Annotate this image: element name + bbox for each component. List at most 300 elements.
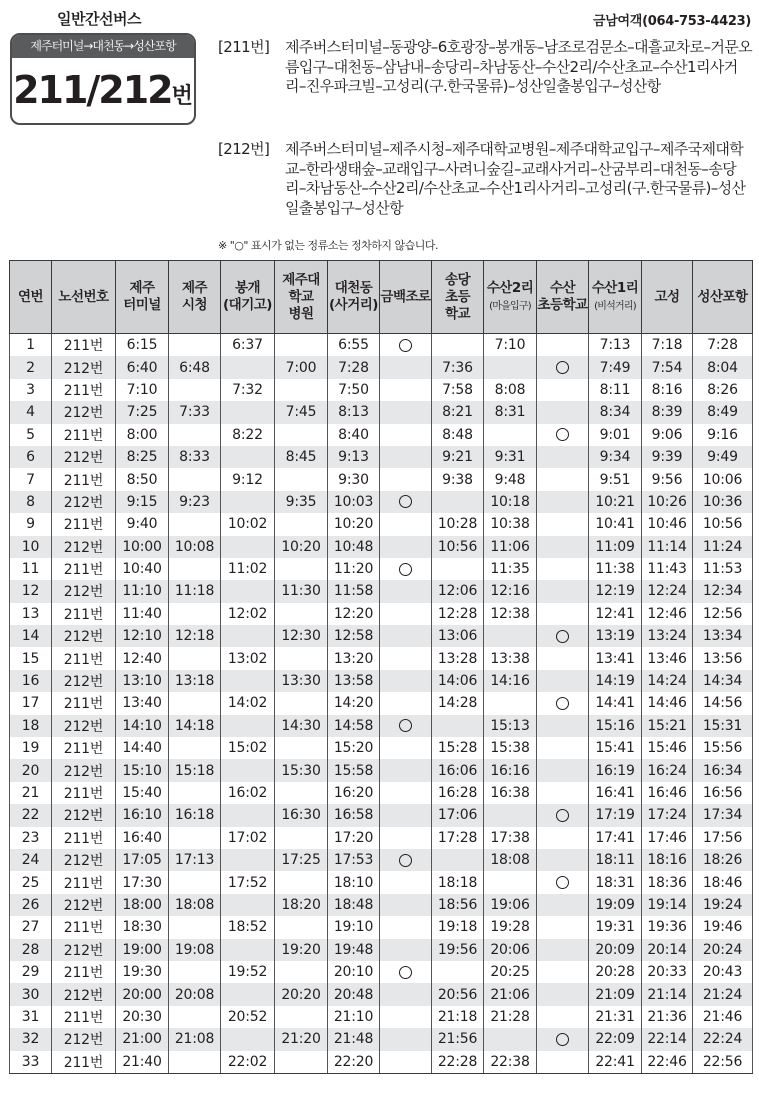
table-cell: 7:32	[221, 379, 275, 401]
table-cell: 211번	[52, 468, 116, 490]
table-cell: 10:48	[328, 536, 380, 558]
table-cell	[275, 424, 328, 446]
table-cell: 6:48	[169, 356, 221, 378]
table-cell: 19:06	[484, 894, 537, 916]
table-cell	[537, 580, 589, 602]
table-cell: 6:40	[116, 356, 169, 378]
column-header: 수산2리 (마을입구)	[484, 261, 537, 334]
table-cell: 7:33	[169, 401, 221, 423]
table-cell	[537, 536, 589, 558]
route-212-stops: 제주버스터미널–제주시청–제주대학교병원–제주대학교입구–제주국제대학교–한라생태숲–교래입구–사려니숲길–교래사거리–산굼부리–대천동–송당리–차남동산–수산2리/수산초교–수산1리사거리–고성리(구.한국물류)–성산일출봉입구–성산항	[285, 140, 746, 217]
table-row	[10, 580, 753, 602]
table-cell: 30	[10, 983, 52, 1005]
table-cell: 8:48	[432, 424, 484, 446]
stop-marker	[380, 849, 432, 871]
table-cell: 16:38	[484, 782, 537, 804]
route-211-description	[218, 38, 754, 97]
table-row	[10, 647, 753, 669]
table-cell	[275, 379, 328, 401]
table-cell: 18:18	[432, 871, 484, 893]
table-cell: 22:46	[642, 1051, 693, 1074]
table-cell: 21:18	[432, 1006, 484, 1028]
table-cell: 19:56	[432, 939, 484, 961]
table-cell: 18:31	[589, 871, 642, 893]
table-cell: 9:31	[484, 446, 537, 468]
table-cell: 212번	[52, 536, 116, 558]
table-cell: 16:16	[484, 759, 537, 781]
circle-icon	[556, 697, 569, 710]
table-cell	[169, 379, 221, 401]
table-cell	[221, 804, 275, 826]
table-cell: 21:48	[328, 1028, 380, 1050]
table-cell: 19	[10, 737, 52, 759]
stop-marker	[380, 558, 432, 580]
table-cell: 18:20	[275, 894, 328, 916]
stop-marker	[537, 804, 589, 826]
table-cell: 13:56	[693, 647, 753, 669]
timetable	[9, 260, 753, 1074]
table-cell: 22:38	[484, 1051, 537, 1074]
table-cell: 17:25	[275, 849, 328, 871]
table-cell: 19:08	[169, 939, 221, 961]
table-cell: 11:38	[589, 558, 642, 580]
table-cell: 8:33	[169, 446, 221, 468]
table-cell: 9:39	[642, 446, 693, 468]
table-row	[10, 759, 753, 781]
table-cell: 9:38	[432, 468, 484, 490]
table-cell: 14:41	[589, 692, 642, 714]
table-cell	[537, 446, 589, 468]
table-cell: 15:10	[116, 759, 169, 781]
table-cell: 12:41	[589, 603, 642, 625]
table-cell: 212번	[52, 356, 116, 378]
table-cell: 11	[10, 558, 52, 580]
table-cell: 10:20	[328, 513, 380, 535]
table-cell: 19:30	[116, 961, 169, 983]
table-cell	[221, 670, 275, 692]
table-cell	[484, 625, 537, 647]
table-cell: 212번	[52, 625, 116, 647]
table-cell: 21:14	[642, 983, 693, 1005]
table-cell: 7:28	[693, 334, 753, 357]
table-cell: 17:38	[484, 827, 537, 849]
table-cell: 211번	[52, 827, 116, 849]
table-cell: 21:10	[328, 1006, 380, 1028]
table-cell	[169, 513, 221, 535]
table-cell: 21:06	[484, 983, 537, 1005]
table-cell	[380, 446, 432, 468]
circle-icon	[399, 563, 412, 576]
table-cell	[275, 647, 328, 669]
table-cell: 14	[10, 625, 52, 647]
table-cell: 10:02	[221, 513, 275, 535]
table-cell: 18:52	[221, 916, 275, 938]
table-cell	[275, 782, 328, 804]
table-cell	[221, 446, 275, 468]
table-row	[10, 1006, 753, 1028]
table-cell: 8:08	[484, 379, 537, 401]
table-cell	[484, 692, 537, 714]
table-cell: 13:19	[589, 625, 642, 647]
table-row	[10, 916, 753, 938]
table-cell: 211번	[52, 379, 116, 401]
table-cell: 6:37	[221, 334, 275, 357]
table-cell: 16:58	[328, 804, 380, 826]
table-cell: 9:23	[169, 491, 221, 513]
table-cell	[380, 737, 432, 759]
table-cell: 19:00	[116, 939, 169, 961]
table-cell: 10:00	[116, 536, 169, 558]
route-number: 211/212	[13, 68, 172, 112]
table-cell: 212번	[52, 670, 116, 692]
table-cell: 27	[10, 916, 52, 938]
table-cell: 8:34	[589, 401, 642, 423]
table-cell: 23	[10, 827, 52, 849]
badge-route-summary: 제주터미널→대천동→성산포항	[12, 35, 194, 58]
table-cell: 7:10	[116, 379, 169, 401]
table-row	[10, 558, 753, 580]
stop-marker	[537, 871, 589, 893]
table-cell: 7:54	[642, 356, 693, 378]
table-cell: 212번	[52, 715, 116, 737]
stop-marker	[380, 491, 432, 513]
column-header: 제주대 학교 병원	[275, 261, 328, 334]
table-cell: 16:30	[275, 804, 328, 826]
table-cell	[432, 491, 484, 513]
table-cell: 22	[10, 804, 52, 826]
table-cell	[380, 647, 432, 669]
table-cell	[380, 424, 432, 446]
table-cell: 14:34	[693, 670, 753, 692]
table-cell	[484, 424, 537, 446]
circle-icon	[556, 1033, 569, 1046]
table-cell	[537, 558, 589, 580]
table-row	[10, 849, 753, 871]
table-cell: 10:38	[484, 513, 537, 535]
table-cell: 16:19	[589, 759, 642, 781]
table-cell: 22:56	[693, 1051, 753, 1074]
table-cell: 11:20	[328, 558, 380, 580]
table-cell: 22:28	[432, 1051, 484, 1074]
table-cell: 14:58	[328, 715, 380, 737]
stop-marker	[537, 424, 589, 446]
table-cell: 32	[10, 1028, 52, 1050]
circle-icon	[399, 495, 412, 508]
table-cell: 7:18	[642, 334, 693, 357]
table-cell: 11:06	[484, 536, 537, 558]
table-cell: 212번	[52, 1028, 116, 1050]
table-cell: 9:13	[328, 446, 380, 468]
table-row	[10, 379, 753, 401]
table-cell: 212번	[52, 849, 116, 871]
table-cell	[380, 356, 432, 378]
route-211-tag: [211번]	[218, 38, 270, 56]
table-cell	[380, 782, 432, 804]
timetable-header	[10, 261, 753, 334]
timetable-body	[10, 334, 753, 1074]
table-cell: 211번	[52, 1051, 116, 1074]
table-cell: 20:30	[116, 1006, 169, 1028]
table-row	[10, 871, 753, 893]
table-cell: 20:33	[642, 961, 693, 983]
table-row	[10, 334, 753, 357]
column-header: 봉개 (대기고)	[221, 261, 275, 334]
table-cell	[380, 1006, 432, 1028]
table-cell: 18:10	[328, 871, 380, 893]
table-row	[10, 513, 753, 535]
table-cell: 12:34	[693, 580, 753, 602]
table-cell: 10:26	[642, 491, 693, 513]
table-cell: 20:14	[642, 939, 693, 961]
table-cell	[380, 916, 432, 938]
table-cell	[432, 558, 484, 580]
table-cell: 15:41	[589, 737, 642, 759]
table-cell: 7:25	[116, 401, 169, 423]
table-cell: 18:08	[169, 894, 221, 916]
table-cell: 11:53	[693, 558, 753, 580]
table-cell: 8:16	[642, 379, 693, 401]
table-cell	[380, 894, 432, 916]
table-cell: 211번	[52, 513, 116, 535]
table-cell: 24	[10, 849, 52, 871]
table-cell: 10	[10, 536, 52, 558]
table-cell: 211번	[52, 334, 116, 357]
table-cell: 21	[10, 782, 52, 804]
table-cell	[169, 603, 221, 625]
table-cell: 211번	[52, 558, 116, 580]
table-cell: 16:40	[116, 827, 169, 849]
table-cell	[221, 1028, 275, 1050]
table-cell	[380, 983, 432, 1005]
table-cell: 22:02	[221, 1051, 275, 1074]
table-cell: 7:10	[484, 334, 537, 357]
table-cell: 17:56	[693, 827, 753, 849]
table-cell: 11:02	[221, 558, 275, 580]
table-cell: 13:24	[642, 625, 693, 647]
table-cell: 13:02	[221, 647, 275, 669]
table-cell: 10:56	[693, 513, 753, 535]
table-cell: 18:26	[693, 849, 753, 871]
table-cell: 13:10	[116, 670, 169, 692]
table-cell	[380, 1028, 432, 1050]
table-row	[10, 401, 753, 423]
table-cell: 12:02	[221, 603, 275, 625]
column-header: 고성	[642, 261, 693, 334]
table-cell	[380, 536, 432, 558]
table-cell: 11:18	[169, 580, 221, 602]
table-cell: 20:20	[275, 983, 328, 1005]
table-cell: 212번	[52, 804, 116, 826]
table-cell	[221, 715, 275, 737]
column-header: 송당 초등 학교	[432, 261, 484, 334]
table-cell	[484, 871, 537, 893]
table-cell: 211번	[52, 871, 116, 893]
table-cell: 7:28	[328, 356, 380, 378]
table-cell: 19:18	[432, 916, 484, 938]
table-cell: 18:08	[484, 849, 537, 871]
table-cell	[432, 334, 484, 357]
column-header: 연번	[10, 261, 52, 334]
table-cell: 13:20	[328, 647, 380, 669]
table-cell	[221, 939, 275, 961]
table-cell: 16:28	[432, 782, 484, 804]
table-cell: 7:00	[275, 356, 328, 378]
column-header: 제주 시청	[169, 261, 221, 334]
table-cell: 5	[10, 424, 52, 446]
table-cell: 26	[10, 894, 52, 916]
table-cell: 14:18	[169, 715, 221, 737]
table-cell: 8:11	[589, 379, 642, 401]
table-cell: 7:49	[589, 356, 642, 378]
table-cell	[169, 961, 221, 983]
table-cell	[537, 894, 589, 916]
table-cell: 8:22	[221, 424, 275, 446]
route-unit: 번	[171, 84, 193, 109]
table-cell: 20:25	[484, 961, 537, 983]
table-cell: 7:50	[328, 379, 380, 401]
table-cell: 15:18	[169, 759, 221, 781]
table-cell: 8:40	[328, 424, 380, 446]
column-header: 제주 터미널	[116, 261, 169, 334]
table-cell: 12:19	[589, 580, 642, 602]
table-cell: 21:20	[275, 1028, 328, 1050]
table-cell: 16:24	[642, 759, 693, 781]
table-row	[10, 827, 753, 849]
table-cell	[169, 916, 221, 938]
table-cell: 21:46	[693, 1006, 753, 1028]
table-cell: 211번	[52, 782, 116, 804]
table-cell: 8:39	[642, 401, 693, 423]
table-cell: 17:02	[221, 827, 275, 849]
table-cell	[169, 737, 221, 759]
table-cell: 13:46	[642, 647, 693, 669]
table-cell: 21:08	[169, 1028, 221, 1050]
table-cell: 17:19	[589, 804, 642, 826]
table-cell	[169, 468, 221, 490]
table-cell: 211번	[52, 916, 116, 938]
table-cell: 11:58	[328, 580, 380, 602]
table-row	[10, 1051, 753, 1074]
table-cell: 12:10	[116, 625, 169, 647]
table-row	[10, 446, 753, 468]
table-cell: 22:20	[328, 1051, 380, 1074]
table-cell: 10:40	[116, 558, 169, 580]
table-cell	[484, 804, 537, 826]
table-cell: 20	[10, 759, 52, 781]
table-cell: 8:00	[116, 424, 169, 446]
table-cell: 18:00	[116, 894, 169, 916]
table-cell: 17:24	[642, 804, 693, 826]
table-cell: 8:50	[116, 468, 169, 490]
table-cell	[275, 827, 328, 849]
table-cell: 25	[10, 871, 52, 893]
table-cell: 18:11	[589, 849, 642, 871]
table-cell: 17:13	[169, 849, 221, 871]
stop-marker	[380, 334, 432, 357]
table-cell	[275, 871, 328, 893]
table-cell: 9:40	[116, 513, 169, 535]
table-cell: 21:09	[589, 983, 642, 1005]
table-cell: 11:24	[693, 536, 753, 558]
table-cell	[380, 580, 432, 602]
table-cell: 19:48	[328, 939, 380, 961]
table-cell: 7:45	[275, 401, 328, 423]
table-cell: 11:09	[589, 536, 642, 558]
table-cell: 15:38	[484, 737, 537, 759]
table-cell: 16:10	[116, 804, 169, 826]
table-cell: 13:38	[484, 647, 537, 669]
table-cell: 21:28	[484, 1006, 537, 1028]
table-cell: 212번	[52, 446, 116, 468]
table-cell	[380, 513, 432, 535]
table-cell: 13:41	[589, 647, 642, 669]
circle-icon	[399, 854, 412, 867]
table-cell: 15:31	[693, 715, 753, 737]
column-subheader: (비석거리)	[594, 300, 636, 312]
circle-icon	[556, 428, 569, 441]
table-cell: 18:46	[693, 871, 753, 893]
bus-category: 일반간선버스	[57, 10, 141, 28]
table-cell	[169, 1006, 221, 1028]
table-cell: 17:46	[642, 827, 693, 849]
table-cell: 12:56	[693, 603, 753, 625]
table-cell: 9:16	[693, 424, 753, 446]
table-cell: 17:30	[116, 871, 169, 893]
table-cell: 15:28	[432, 737, 484, 759]
table-row	[10, 737, 753, 759]
table-cell: 15:02	[221, 737, 275, 759]
table-cell: 14:28	[432, 692, 484, 714]
table-cell	[275, 513, 328, 535]
table-cell: 6:15	[116, 334, 169, 357]
table-cell: 16:06	[432, 759, 484, 781]
table-cell	[275, 1006, 328, 1028]
table-cell: 211번	[52, 692, 116, 714]
table-cell: 20:08	[169, 983, 221, 1005]
table-cell	[537, 983, 589, 1005]
circle-icon	[556, 630, 569, 643]
table-cell: 4	[10, 401, 52, 423]
table-cell	[484, 356, 537, 378]
table-cell: 12:24	[642, 580, 693, 602]
table-cell: 211번	[52, 961, 116, 983]
table-row	[10, 670, 753, 692]
table-cell: 16:41	[589, 782, 642, 804]
table-cell: 11:40	[116, 603, 169, 625]
table-cell: 16:46	[642, 782, 693, 804]
table-cell: 8	[10, 491, 52, 513]
table-cell	[537, 1006, 589, 1028]
table-cell: 8:31	[484, 401, 537, 423]
route-212-description	[218, 140, 754, 218]
table-cell: 15:58	[328, 759, 380, 781]
table-cell: 14:10	[116, 715, 169, 737]
table-cell: 212번	[52, 983, 116, 1005]
table-cell	[380, 603, 432, 625]
table-cell: 12:16	[484, 580, 537, 602]
table-cell: 11:14	[642, 536, 693, 558]
table-row	[10, 603, 753, 625]
route-badge	[10, 33, 196, 125]
table-row	[10, 782, 753, 804]
table-row	[10, 625, 753, 647]
table-cell	[169, 692, 221, 714]
table-cell: 17:28	[432, 827, 484, 849]
table-cell: 14:16	[484, 670, 537, 692]
operator-contact: 금남여객(064-753-4423)	[593, 14, 751, 29]
table-cell: 7:13	[589, 334, 642, 357]
table-cell: 19:20	[275, 939, 328, 961]
